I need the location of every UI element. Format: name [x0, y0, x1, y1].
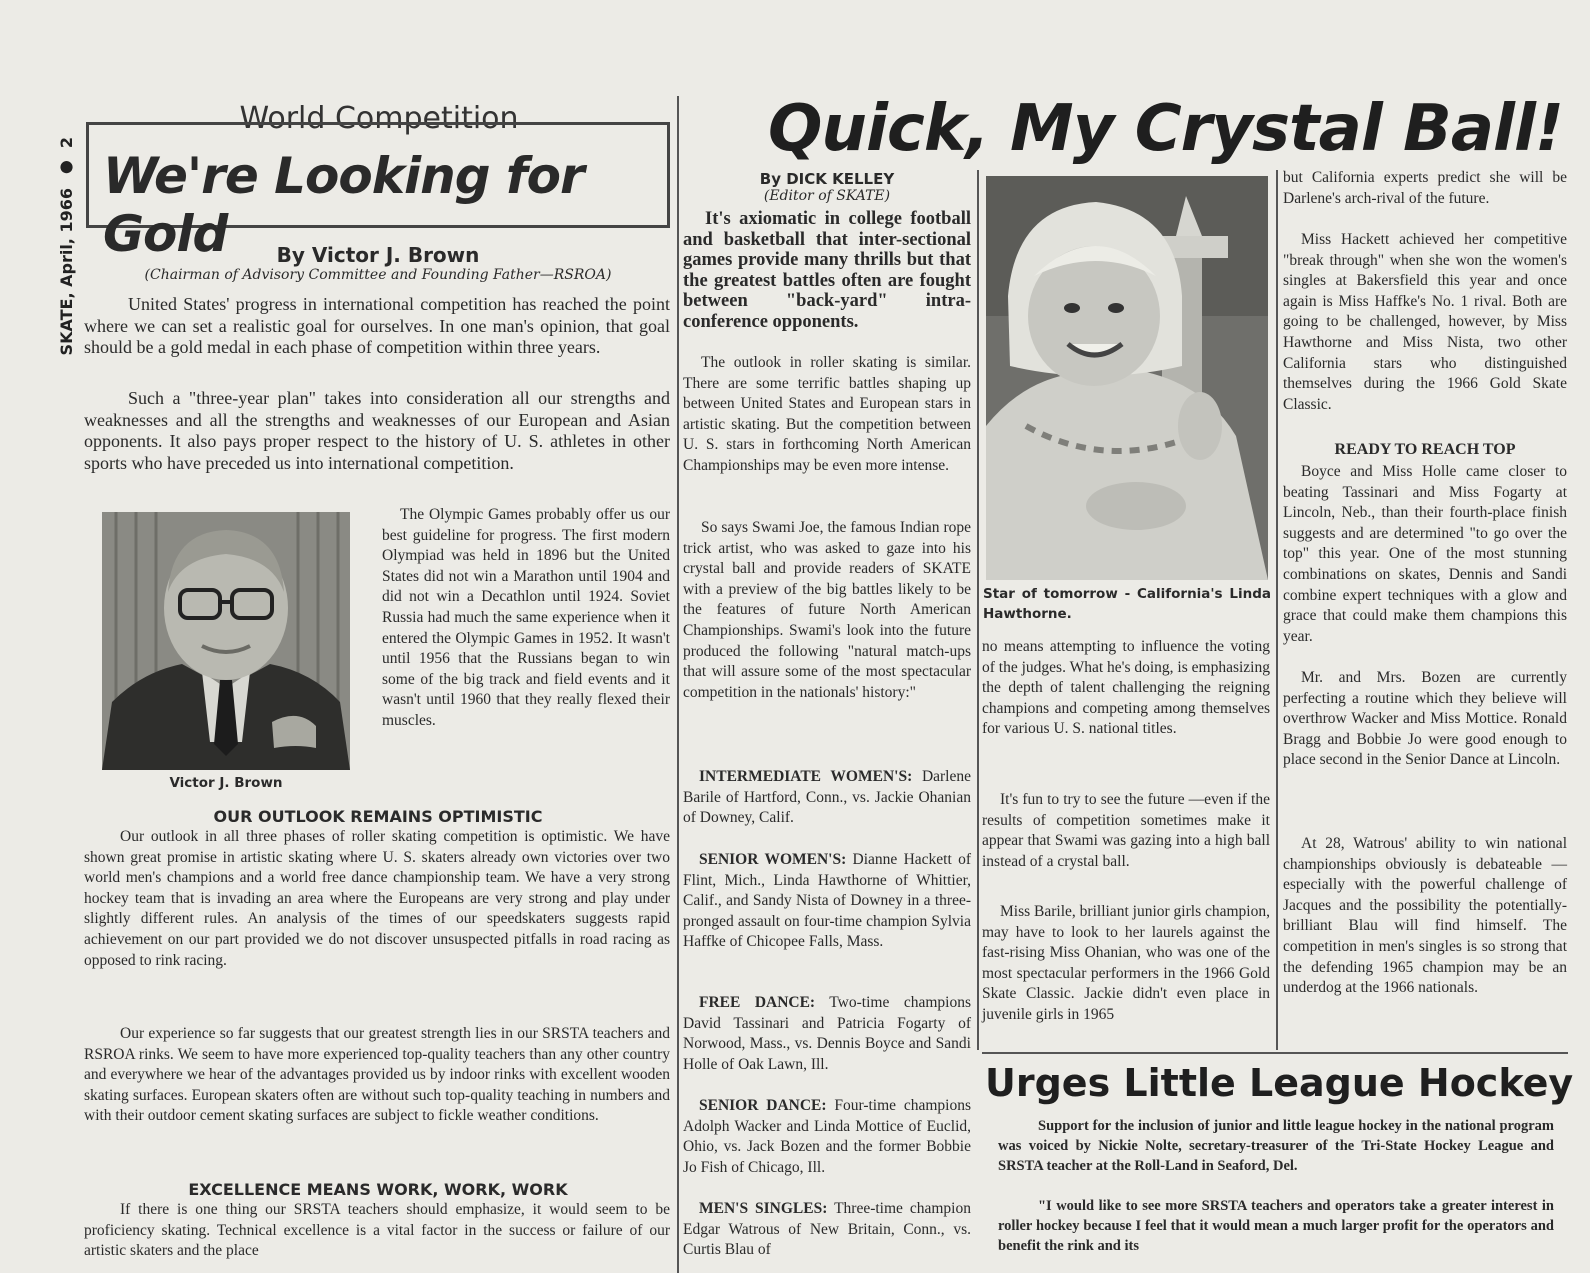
right-col3-paragraph-2: Miss Hackett achieved her competitive "break through" when she won the women's singles at Bakersfield this year and once again is Miss Haffke's No. 1 rival. Both are going to be challenged, however, by Miss Hawthorne and Miss Nista, two other California stars who distinguished themselves during the 1966 Gold Skate Classic. — [1283, 231, 1567, 413]
matchup-senior-dance-label: SENIOR DANCE: — [699, 1097, 827, 1114]
left-article-kicker: World Competition — [239, 101, 519, 136]
matchup-mens-singles — [683, 1199, 971, 1261]
victor-brown-photo-caption: Victor J. Brown — [169, 775, 283, 791]
excellence-paragraph: If there is one thing our SRSTA teachers should emphasize, it would seem to be proficiency skating. Technical excellence is a vital factor in the success or failure of our artistic skaters and the place — [84, 1201, 670, 1260]
matchup-senior-dance — [683, 1096, 971, 1178]
outlook-paragraph-2: Our experience so far suggests that our greatest strength lies in our SRSTA teachers and RSROA rinks. We seem to have more experienced top-quality teachers than any other country and everywhere we hear of the advantages provided us by indoor rinks with excellent wooden skating surfaces. European skaters often are without such top-quality teaching in numbers and with their outdoor cement skating surfaces are subject to fickle weather conditions. — [84, 1025, 670, 1125]
hockey-quote-paragraph: "I would like to see more SRSTA teachers and operators take a greater interest in roller hockey because I feel that it would mean a much larger profit for the operators and benefit the rink and its — [998, 1198, 1554, 1254]
left-subhead-excellence: EXCELLENCE MEANS WORK, WORK, WORK — [188, 1180, 568, 1199]
page-folio — [46, 95, 86, 355]
matchup-intermediate-text: Darlene Barile of Hartford, Conn., vs. Jackie Ohanian of Downey, Calif. — [683, 768, 971, 827]
column-divider-3 — [1276, 170, 1278, 1050]
right-col3-paragraph-5: At 28, Watrous' ability to win national championships obviously is debateable —especially with the powerful challenge of Jacques and the possibility the potentially-brilliant Blau will find himself. The competition in men's singles is so strong that the defending 1965 champion may be an underdog at the 1966 nationals. — [1283, 835, 1567, 997]
right-bold-lead: It's axiomatic in college football and basketball that inter-sectional games provide many thrills but that the greatest battles often are fought between "back-yard" intra-conference opponents. — [683, 209, 971, 332]
portrait-illustration — [102, 512, 350, 770]
matchup-free-dance-text: Two-time champions David Tassinari and Patricia Fogarty of Norwood, Mass., vs. Dennis Boyce and Sandi Holle of Oak Lawn, Ill. — [683, 994, 971, 1073]
hockey-article-title: Urges Little League Hockey — [985, 1061, 1574, 1105]
left-article-title: We're Looking for Gold — [103, 147, 584, 263]
left-article-byline-note: (Chairman of Advisory Committee and Founding Father—RSROA) — [144, 267, 612, 283]
hawthorne-illustration — [986, 176, 1268, 580]
right-article-byline: By DICK KELLEY — [759, 170, 895, 188]
linda-hawthorne-photo — [986, 176, 1268, 580]
left-lead-paragraph-1: United States' progress in international competition has reached the point where we can set a realistic goal for ourselves. In one man's opinion, that goal should be a gold medal in each phase of competition within three years. — [84, 294, 670, 357]
left-subhead-outlook: OUR OUTLOOK REMAINS OPTIMISTIC — [213, 807, 543, 826]
matchup-senior-women-text: Dianne Hackett of Flint, Mich., Linda Hawthorne of Whittier, Calif., and Sandy Nista of Downey in a three-pronged assault on four-time champion Sylvia Haffke of Chicopee Falls, Mass. — [683, 851, 971, 951]
right-article-byline-note: (Editor of SKATE) — [763, 188, 891, 204]
right-col3-paragraph-3: Boyce and Miss Holle came closer to beating Tassinari and Miss Fogarty at Lincoln, Neb., than their fourth-place finish suggests and are determined "to go over the top" this year. One of the most stunning combinations on skates, Dennis and Sandi combine expert techniques with a glow and grace that could make them champions this year. — [1283, 463, 1567, 645]
right-col2-paragraph-1: no means attempting to influence the voting of the judges. What he's doing, is emphasizing the depth of talent challenging the reigning champions and competing among themselves for various U. S. national titles. — [982, 638, 1270, 738]
matchup-free-dance-label: FREE DANCE: — [699, 994, 816, 1011]
left-article-byline: By Victor J. Brown — [276, 243, 480, 267]
right-col3-paragraph-1: but California experts predict she will be Darlene's arch-rival of the future. — [1283, 169, 1567, 207]
matchup-senior-dance-text: Four-time champions Adolph Wacker and Linda Mottice of Euclid, Ohio, vs. Jack Bozen and the former Bobbie Jo Fish of Chicago, Ill. — [683, 1097, 971, 1176]
matchup-intermediate — [683, 767, 971, 829]
right-col1-paragraph-1: The outlook in roller skating is similar. There are some terrific battles shaping up between United States and European stars in artistic skating. But the competition between U. S. stars in forthcoming North American Championships may be even more intense. — [683, 354, 971, 474]
column-divider-2 — [977, 170, 979, 1050]
right-col2-paragraph-2: It's fun to try to see the future —even if the results of competition sometimes make it appear that Swami was gazing into a high ball instead of a crystal ball. — [982, 791, 1270, 870]
matchup-senior-women-label: SENIOR WOMEN'S: — [699, 851, 847, 868]
olympic-paragraph: The Olympic Games probably offer us our best guideline for progress. The first modern Olympiad was held in 1896 but the United States did not win a Marathon until 1904 and did not win a Decathlon until 1924. Soviet Russia had much the same experience when it entered the Olympic Games in 1952. It wasn't until 1956 that the Russians began to win some of the big track and field events and it wasn't until 1960 that they really flexed their muscles. — [382, 506, 670, 729]
left-lead-paragraph-2: Such a "three-year plan" takes into consideration all our strengths and weaknesses and all the strengths and weaknesses of our European and Asian opponents. It also pays proper respect to the history of U. S. athletes in other sports who have preceded us into international competition. — [84, 388, 670, 473]
hawthorne-photo-caption: Star of tomorrow - California's Linda Hawthorne. — [983, 586, 1271, 622]
matchup-senior-women — [683, 850, 971, 953]
right-col3-subhead: READY TO REACH TOP — [1334, 441, 1516, 458]
matchup-free-dance — [683, 993, 971, 1075]
right-col2-paragraph-3: Miss Barile, brilliant junior girls champion, may have to look to her laurels against the fast-rising Miss Ohanian, who was one of the most spectacular performers in the 1966 Gold Skate Classic. Jackie didn't even place in juvenile girls in 1965 — [982, 903, 1270, 1023]
column-divider-main — [677, 96, 679, 1273]
matchup-mens-singles-label: MEN'S SINGLES: — [699, 1200, 828, 1217]
outlook-paragraph-1: Our outlook in all three phases of roller skating competition is optimistic. We have shown great promise in artistic skating where U. S. skaters already own victories over two world men's champions and a world free dance championship team. We have a very strong hockey team that is invading an area where the Europeans are very strong and play under slightly different rules. An analysis of the times of our speedskaters suggests rapid achievement on our part provided we do not discover unsuspected pitfalls in road racing as opposed to rink racing. — [84, 828, 670, 969]
right-article-title: Quick, My Crystal Ball! — [768, 92, 1564, 166]
matchup-mens-singles-text: Three-time champion Edgar Watrous of New Britain, Conn., vs. Curtis Blau of — [683, 1200, 971, 1259]
hockey-lead-paragraph: Support for the inclusion of junior and little league hockey in the national program was voiced by Nickie Nolte, secretary-treasurer of the Tri-State Hockey League and SRSTA teacher at the Roll-Land in Seaford, Del. — [998, 1118, 1554, 1174]
hockey-top-rule — [982, 1052, 1568, 1054]
victor-brown-photo — [102, 512, 350, 770]
folio-bullet: ● — [56, 158, 76, 178]
matchup-intermediate-label: INTERMEDIATE WOMEN'S: — [699, 768, 913, 785]
folio-publication: SKATE, April, 1966 — [56, 187, 76, 355]
folio-page-number: 2 — [56, 137, 76, 149]
right-col3-paragraph-4: Mr. and Mrs. Bozen are currently perfecting a routine which they believe will overthrow Wacker and Miss Mottice. Ronald Bragg and Bobbie Jo were good enough to place second in the Senior Dance at Lincoln. — [1283, 669, 1567, 769]
right-col1-paragraph-2: So says Swami Joe, the famous Indian rope trick artist, who was asked to gaze into his crystal ball and provide readers of SKATE with a preview of the big battles likely to be the features of future North American Championships. Swami's look into the future produced the following "natural match-ups that will assure some of the most spectacular competition in the nationals' history:" — [683, 519, 971, 701]
